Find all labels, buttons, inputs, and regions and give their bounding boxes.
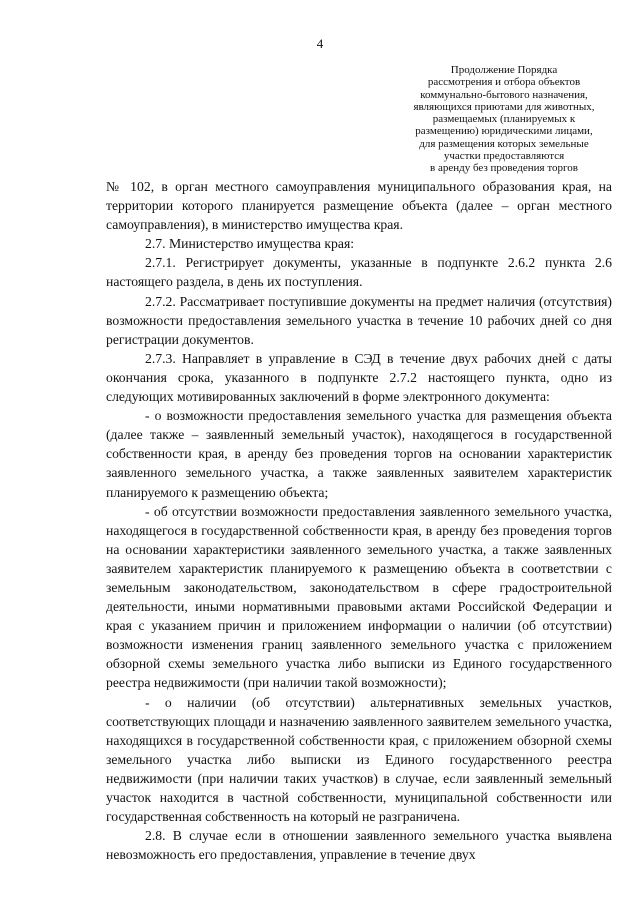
header-line: участки предоставляются <box>443 150 565 163</box>
header-line: коммунально-бытового назначения, <box>420 88 588 101</box>
list-item-possibility: - о возможности предоставления земельного участка для размещения объекта (далее также – заявленный земельный участок), находящегося в государственной собственности края, в аренду без проведения торгов на основании характеристик заявленного земельного участка, а также заявленных заявителем характеристик планируемого к размещению объекта; <box>106 408 612 500</box>
header-line: рассмотрения и отбора объектов <box>427 76 581 89</box>
paragraph-2-7-2: 2.7.2. Рассматривает поступившие документы на предмет наличия (отсутствия) возможности предоставления земельного участка в течение 10 рабочих дней со дня регистрации документов. <box>106 293 612 347</box>
list-item-impossibility: - об отсутствии возможности предоставления заявленного земельного участка, находящегося в государственной собственности края, в аренду без проведения торгов на основании характеристики заявленного земельного участка, а также заявленных заявителем характеристик планируемого к размещению объекта в соответствии с земельным законодательством, законодательством в сфере градостроительной деятельности, иными нормативными правовыми актами Российской Федерации и края с указанием причин и приложением информации о наличии (об отсутствии) возможности изменения границ заявленного земельного участка с приложением обзорной схемы земельного участка либо выписки из Единого государственного реестра недвижимости (при наличии такой возможности); <box>106 503 612 691</box>
paragraph-2-7-1: 2.7.1. Регистрирует документы, указанные в подпункте 2.6.2 пункта 2.6 настоящего раздела, в день их поступления. <box>106 255 612 290</box>
paragraph-2-8: 2.8. В случае если в отношении заявленного земельного участка выявлена невозможность его предоставления, управление в течение двух <box>106 828 612 863</box>
header-line: для размещения которых земельные <box>419 137 589 150</box>
list-item-alternatives: - о наличии (об отсутствии) альтернативных земельных участков, соответствующих площади и назначению заявленного заявителем земельного участка, находящихся в государственной собственности края, с приложением обзорной схемы земельного участка либо выписки из Единого государственного реестра недвижимости (при наличии таких участков) в случае, если заявленный земельный участок находится в частной собственности, муниципальной собственности или государственная собственность на который не разграничена. <box>106 694 612 825</box>
page-number: 4 <box>316 36 324 51</box>
header-line: являющихся приютами для животных, <box>413 100 595 113</box>
header-line: размещению) юридическими лицами, <box>415 125 593 138</box>
document-header <box>396 64 612 175</box>
paragraph-continuation: № 102, в орган местного самоуправления муниципального образования края, на территории которого планируется размещение объекта (далее – орган местного самоуправления), в министерство имущества края. <box>106 179 612 233</box>
header-line: размещаемых (планируемых к <box>432 113 576 126</box>
header-line: Продолжение Порядка <box>450 64 558 76</box>
header-line: в аренду без проведения торгов <box>430 162 578 175</box>
document-body <box>106 177 612 864</box>
paragraph-2-7: 2.7. Министерство имущества края: <box>145 236 355 252</box>
paragraph-2-7-3: 2.7.3. Направляет в управление в СЭД в течение двух рабочих дней с даты окончания срока, указанного в подпункте 2.7.2 настоящего пункта, одно из следующих мотивированных заключений в форме электронного документа: <box>106 350 612 405</box>
